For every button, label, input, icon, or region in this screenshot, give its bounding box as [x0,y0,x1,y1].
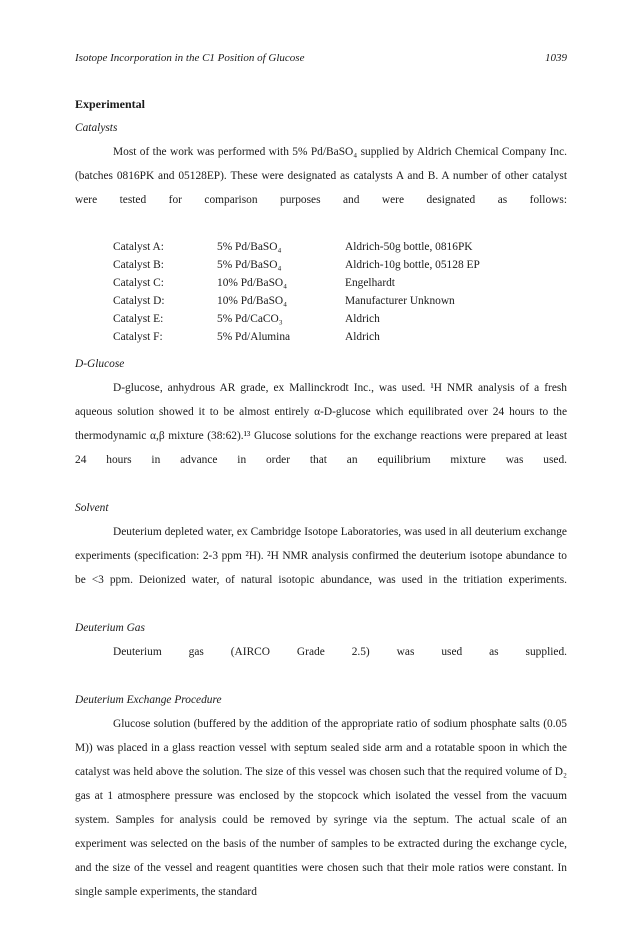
catalyst-name: Catalyst F: [113,331,163,343]
catalyst-material: 10% Pd/BaSO₄ [217,295,288,307]
catalyst-row [113,292,480,310]
catalyst-name: Catalyst C: [113,277,164,289]
glucose-paragraph: D-glucose, anhydrous AR grade, ex Mallinckrodt Inc., was used. ¹H NMR analysis of a fresh aqueous solution showed it to be almost entirely α-D-glucose which equilibrated over 24 hours to the thermodynamic α,β mixture (38:62).¹³ Glucose solutions for the exchange reactions were prepared at least 24 hours in advance in order that an equilibrium mixture was used. [75,382,567,466]
article-body [75,92,567,904]
catalyst-name: Catalyst D: [113,295,165,307]
catalyst-material: 5% Pd/Alumina [217,331,291,343]
gas-paragraph: Deuterium gas (AIRCO Grade 2.5) was used as supplied. [113,646,567,658]
catalyst-table [113,238,480,346]
catalyst-source: Aldrich [345,331,380,343]
procedure-heading: Deuterium Exchange Procedure [75,694,222,706]
procedure-paragraph: Glucose solution (buffered by the addition of the appropriate ratio of sodium phosphate salts (0.05 M)) was placed in a glass reaction vessel with septum sealed side arm and a rotatable spoon in which the catalyst was held above the solution. The size of this vessel was chosen such that the required volume of D₂ gas at 1 atmosphere pressure was enclosed by the stopcock which isolated the vessel from the vacuum system. Samples for analysis could be removed by syringe via the septum. The actual scale of an experiment was selected on the basis of the number of samples to be extracted during the exchange cycle, and the size of the vessel and reagent quantities were chosen such that their mole ratios were constant. In single sample experiments, the standard [75,718,567,898]
catalyst-source: Manufacturer Unknown [345,295,455,307]
solvent-paragraph: Deuterium depleted water, ex Cambridge Isotope Laboratories, was used in all deuterium exchange experiments (specification: 2-3 ppm ²H). ²H NMR analysis confirmed the deuterium isotope abundance to be <3 ppm. Deionized water, of natural isotopic abundance, was used in the tritiation experiments. [75,526,567,586]
section-title: Experimental [75,97,145,111]
running-title: Isotope Incorporation in the C1 Position of Glucose [75,52,305,64]
catalyst-material: 5% Pd/CaCO₃ [217,313,283,325]
running-head [75,52,567,64]
catalyst-name: Catalyst B: [113,259,164,271]
catalyst-list [75,236,567,352]
catalysts-heading: Catalysts [75,122,118,134]
catalyst-source: Aldrich [345,313,380,325]
catalyst-row [113,310,480,328]
catalyst-material: 10% Pd/BaSO₄ [217,277,288,289]
gas-heading: Deuterium Gas [75,622,145,634]
catalyst-row [113,256,480,274]
glucose-heading: D-Glucose [75,358,125,370]
catalyst-source: Aldrich-10g bottle, 05128 EP [345,259,480,271]
catalyst-source: Aldrich-50g bottle, 0816PK [345,241,473,253]
catalysts-paragraph: Most of the work was performed with 5% Pd/BaSO₄ supplied by Aldrich Chemical Company Inc. (batches 0816PK and 05128EP). These were designated as catalysts A and B. A number of other catalyst were tested for comparison purposes and were designated as follows: [75,146,567,206]
catalyst-material: 5% Pd/BaSO₄ [217,241,282,253]
catalyst-name: Catalyst E: [113,313,164,325]
catalyst-name: Catalyst A: [113,241,164,253]
catalyst-material: 5% Pd/BaSO₄ [217,259,282,271]
catalyst-row [113,328,480,346]
solvent-heading: Solvent [75,502,109,514]
page-number: 1039 [545,52,567,64]
catalyst-source: Engelhardt [345,277,395,289]
catalyst-row [113,238,480,256]
catalyst-row [113,274,480,292]
